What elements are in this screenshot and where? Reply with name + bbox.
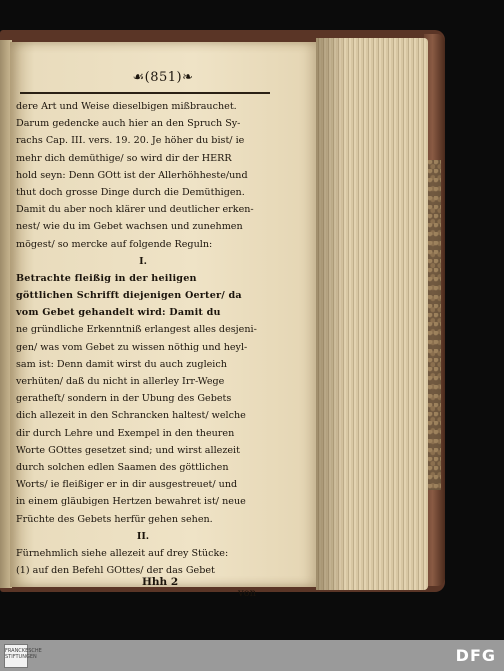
catchword: von bbox=[238, 588, 257, 599]
text-line: in einem gläubigen Hertzen bewahret ist/ neue bbox=[16, 496, 246, 508]
rule-heading: Betrachte fleißig in der heiligen bbox=[16, 272, 197, 284]
dfg-logo: DFG bbox=[455, 646, 496, 665]
viewer-footer bbox=[0, 640, 504, 671]
section-number: I. bbox=[139, 255, 147, 267]
page-stack-shadow bbox=[316, 38, 346, 590]
text-line: mehr dich demüthige/ so wird dir der HERR bbox=[16, 152, 232, 164]
text-line: mögest/ so mercke auf folgende Reguln: bbox=[16, 238, 213, 250]
text-line: Früchte des Gebets herfür gehen sehen. bbox=[16, 513, 213, 525]
text-line: hold seyn: Denn GOtt ist der Allerhöhheste/und bbox=[16, 169, 248, 181]
book-page bbox=[10, 42, 316, 599]
text-line: gen/ was vom Gebet zu wissen nöthig und heyl- bbox=[16, 341, 248, 353]
section-number: II. bbox=[136, 530, 150, 542]
text-line: sam ist: Denn damit wirst du auch zugleich bbox=[16, 358, 227, 370]
page-number-header: ☙(851)❧ bbox=[132, 70, 194, 85]
text-line: dere Art und Weise dieselbigen mißbrauchet. bbox=[16, 101, 237, 112]
text-line: thut doch grosse Dinge durch die Demüthigen. bbox=[16, 186, 245, 198]
text-line: dich allezeit in den Schrancken haltest/ welche bbox=[16, 410, 246, 422]
text-line: dir durch Lehre und Exempel in den theuren bbox=[16, 427, 235, 439]
signature-mark: Hhh 2 bbox=[142, 576, 179, 588]
text-line: nest/ wie du im Gebet wachsen und zunehmen bbox=[16, 221, 243, 233]
text-line: geratheſt/ sondern in der Ubung des Gebets bbox=[16, 393, 232, 405]
text-line: Fürnehmlich siehe allezeit auf drey Stücke: bbox=[16, 547, 229, 559]
text-line: Darum gedencke auch hier an den Spruch Sy- bbox=[16, 118, 241, 130]
rule-heading: vom Gebet gehandelt wird: Damit du bbox=[16, 307, 221, 319]
text-line: (1) auf den Befehl GOttes/ der das Gebet bbox=[16, 565, 215, 577]
text-line: durch solchen edlen Saamen des göttlichen bbox=[16, 461, 229, 473]
rule-heading: göttlichen Schrifft diejenigen Oerter/ da bbox=[16, 290, 242, 302]
header-rule bbox=[20, 92, 270, 94]
page-text bbox=[16, 98, 270, 579]
marbled-edge bbox=[428, 160, 441, 490]
text-line: rachs Cap. III. vers. 19. 20. Je höher du bist/ ie bbox=[16, 135, 245, 147]
text-line: Worte GOttes gesetzet sind; und wirst allezeit bbox=[16, 444, 240, 456]
text-line: verhüten/ daß du nicht in allerley Irr-Wege bbox=[16, 376, 225, 387]
text-line: Damit du aber noch klärer und deutlicher erken- bbox=[16, 204, 254, 216]
text-line: Worts/ ie fleißiger er in dir ausgestreuet/ und bbox=[16, 479, 238, 491]
text-line: ne gründliche Erkenntniß erlangest alles desjeni- bbox=[16, 324, 257, 336]
institution-logo: FRANCKESCHE STIFTUNGEN bbox=[4, 644, 28, 668]
